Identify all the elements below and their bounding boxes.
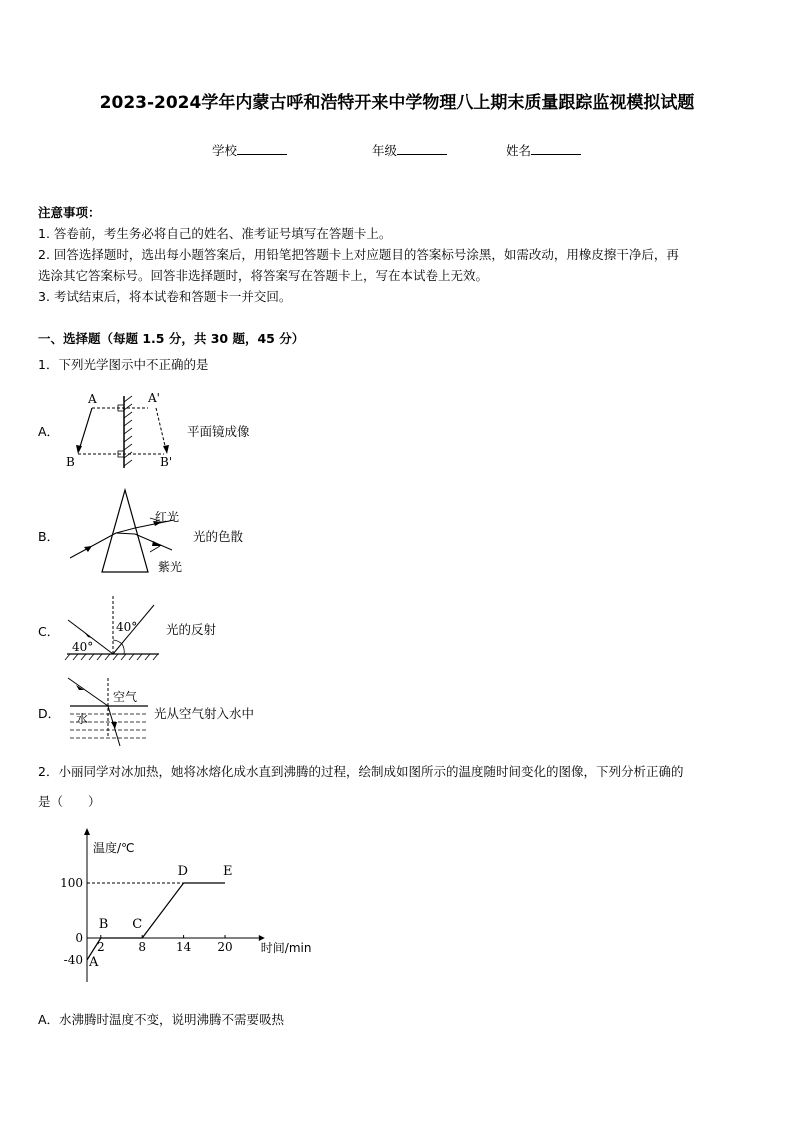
name-blank[interactable]: [531, 142, 581, 155]
name-label: 姓名: [506, 143, 532, 158]
y-axis-label: 温度/℃: [93, 841, 135, 855]
x-axis-label: 时间/min: [260, 941, 312, 955]
q1-option-b-caption: 光的色散: [193, 529, 244, 544]
red-light-label: 红光: [155, 510, 180, 524]
name-field[interactable]: [506, 141, 581, 159]
q2-stem-line2: 是（ ）: [38, 794, 101, 809]
notice-item: 1. 答卷前，考生务必将自己的姓名、准考证号填写在答题卡上。: [38, 226, 392, 241]
section-heading: 一、选择题（每题 1.5 分，共 30 题，45 分）: [38, 331, 305, 346]
q1-option-b-letter[interactable]: B．: [38, 529, 60, 544]
point-label-b: B: [98, 917, 109, 932]
point-b-prime-label: B': [160, 455, 173, 469]
grade-field[interactable]: [372, 141, 447, 159]
point-label-d: D: [177, 864, 189, 879]
reflection-angle-label: 40°: [116, 620, 138, 634]
grade-blank[interactable]: [397, 142, 447, 155]
notice-item: 3. 考试结束后，将本试卷和答题卡一并交回。: [38, 289, 292, 304]
q1-stem: 1．下列光学图示中不正确的是: [38, 357, 209, 372]
plane-mirror-diagram: [60, 388, 190, 473]
school-label: 学校: [212, 143, 238, 158]
y-tick-label: 0: [75, 931, 83, 945]
y-tick-label: -40: [63, 953, 83, 967]
point-label-c: C: [132, 917, 143, 932]
q1-option-c-caption: 光的反射: [166, 622, 217, 637]
notice-item: 2. 回答选择题时，选出每小题答案后，用铅笔把答题卡上对应题目的答案标号涂黑，如需改动，用橡皮擦干净后，再: [38, 247, 679, 262]
temperature-time-chart: [40, 828, 320, 993]
incidence-angle-label: 40°: [72, 640, 94, 654]
school-blank[interactable]: [237, 142, 287, 155]
water-label: 水: [76, 712, 89, 726]
refraction-diagram: [62, 674, 154, 750]
y-tick-label: 100: [60, 876, 83, 890]
violet-light-label: 紫光: [158, 560, 183, 574]
air-label: 空气: [113, 690, 138, 704]
series-segment: [142, 883, 183, 938]
q1-option-a-letter[interactable]: A．: [38, 424, 60, 439]
notice-heading: 注意事项：: [38, 205, 101, 220]
point-a-prime-label: A': [148, 391, 160, 405]
point-label-e: E: [223, 864, 233, 879]
school-field[interactable]: [212, 141, 287, 159]
point-label-a: A: [89, 955, 99, 970]
x-tick-label: 2: [96, 940, 105, 954]
q1-option-c-letter[interactable]: C．: [38, 624, 60, 639]
q1-option-d-letter[interactable]: D．: [38, 706, 61, 721]
x-tick-label: 20: [217, 940, 233, 954]
q2-option-a[interactable]: A．水沸腾时温度不变，说明沸腾不需要吸热: [38, 1012, 285, 1027]
prism-dispersion-diagram: [62, 488, 192, 578]
x-tick-label: 8: [138, 940, 147, 954]
reflection-diagram: [62, 588, 167, 666]
q1-option-a-caption: 平面镜成像: [187, 424, 250, 439]
grade-label: 年级: [372, 143, 398, 158]
q2-stem-line1: 2．小丽同学对冰加热，她将冰熔化成水直到沸腾的过程，绘制成如图所示的温度随时间变化的图像，下列分析正确的: [38, 764, 684, 779]
q1-option-d-caption: 光从空气射入水中: [154, 706, 255, 721]
point-a-label: A: [88, 392, 97, 406]
point-b-label: B: [66, 455, 75, 469]
page-title: 2023-2024学年内蒙古呼和浩特开来中学物理八上期末质量跟踪监视模拟试题: [99, 93, 695, 113]
x-tick-label: 14: [175, 940, 192, 954]
notice-item: 选涂其它答案标号。回答非选择题时，将答案写在答题卡上，写在本试卷上无效。: [38, 268, 489, 283]
y-axis-arrow: [84, 828, 90, 835]
